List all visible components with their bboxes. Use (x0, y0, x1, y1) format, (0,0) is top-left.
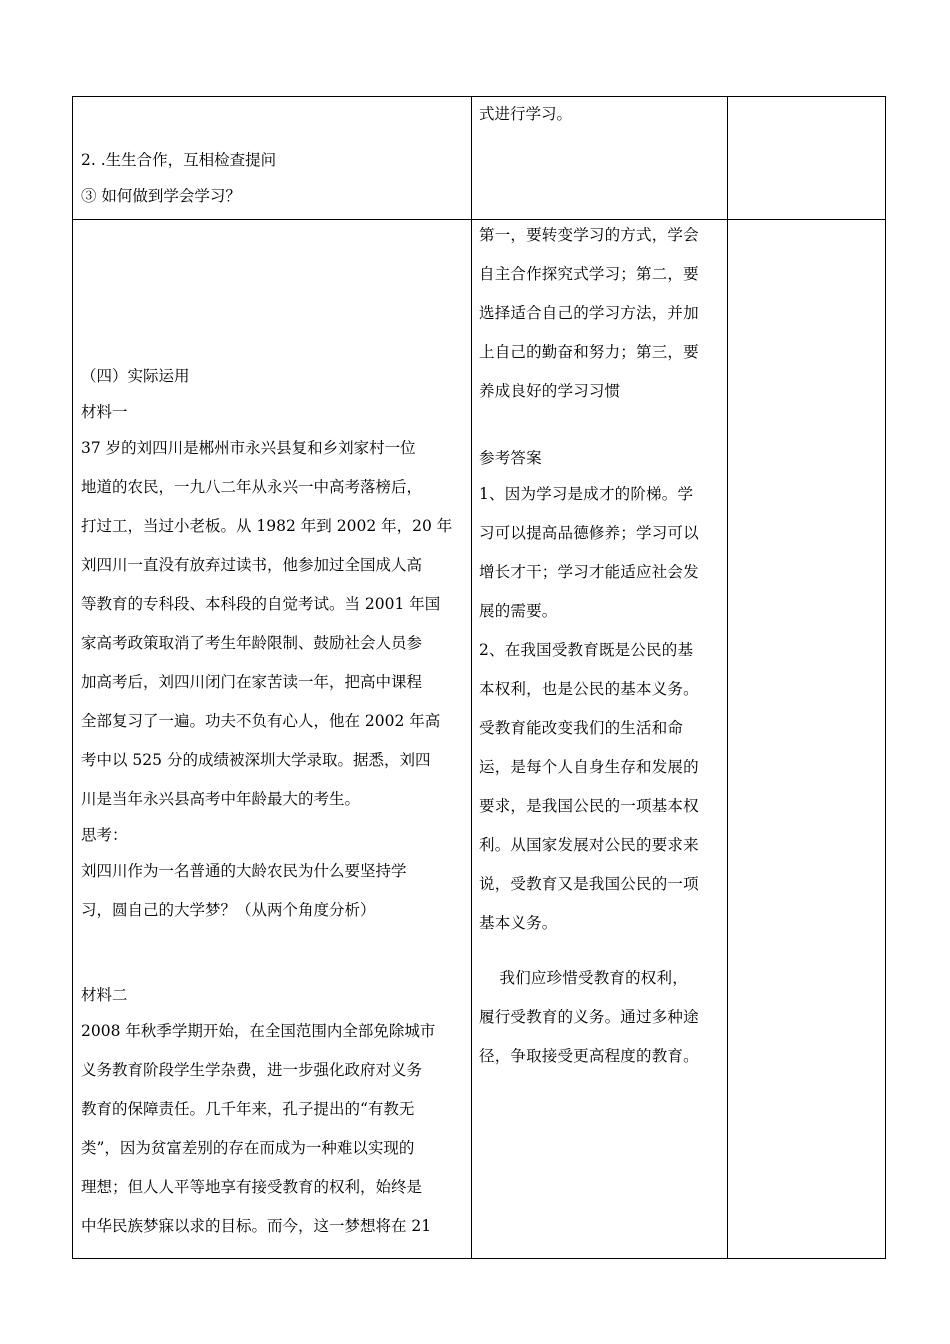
table-column-divider-1 (471, 96, 472, 1259)
question-line: 刘四川作为一名普通的大龄农民为什么要坚持学 (81, 862, 407, 880)
think-label: 思考： (81, 826, 128, 844)
table-row-divider (72, 219, 886, 220)
paragraph-line: 类”，因为贫富差别的存在而成为一种难以实现的 (81, 1139, 415, 1157)
paragraph-line: 中华民族梦寐以求的目标。而今，这一梦想将在 21 (81, 1217, 432, 1235)
paragraph-line: 义务教育阶段学生学杂费，进一步强化政府对义务 (81, 1061, 423, 1079)
answer-line: 自主合作探究式学习；第二，要 (479, 265, 699, 283)
material-two-label: 材料二 (81, 986, 128, 1004)
table-border-top (72, 96, 886, 97)
answer-line: 受教育能改变我们的生活和命 (479, 719, 684, 737)
answer-line: 增长才干；学习才能适应社会发 (479, 563, 699, 581)
paragraph-line: 川是当年永兴县高考中年龄最大的考生。 (81, 790, 361, 808)
paragraph-line: 家高考政策取消了考生年龄限制、鼓励社会人员参 (81, 634, 423, 652)
answer-line: 上自己的勤奋和努力；第三，要 (479, 343, 699, 361)
answer-line: 2、在我国受教育既是公民的基 (479, 641, 694, 659)
answer-line: 说，受教育又是我国公民的一项 (479, 875, 699, 893)
paragraph-line: 加高考后，刘四川闭门在家苦读一年，把高中课程 (81, 673, 423, 691)
table-border-left (72, 96, 73, 1259)
answer-line: 展的需要。 (479, 602, 558, 620)
answer-line: 选择适合自己的学习方法，并加 (479, 304, 699, 322)
answer-line: 习可以提高品德修养；学习可以 (479, 524, 699, 542)
answer-line: 履行受教育的义务。通过多种途 (479, 1008, 699, 1026)
section-heading: （四）实际运用 (81, 367, 190, 385)
answer-line: 本权利，也是公民的基本义务。 (479, 680, 699, 698)
answer-line: 要求，是我国公民的一项基本权 (479, 797, 699, 815)
paragraph-line: 教育的保障责任。几千年来，孔子提出的“有教无 (81, 1100, 415, 1118)
paragraph-line: 2008 年秋季学期开始，在全国范围内全部免除城市 (81, 1022, 436, 1040)
paragraph-line: 等教育的专科段、本科段的自觉考试。当 2001 年国 (81, 595, 441, 613)
question-line: 习，圆自己的大学梦？（从两个角度分析） (81, 901, 376, 919)
answer-line: 我们应珍惜受教育的权利， (479, 969, 688, 987)
answer-line: 径，争取接受更高程度的教育。 (479, 1047, 699, 1065)
paragraph-line: 考中以 525 分的成绩被深圳大学录取。据悉，刘四 (81, 751, 431, 769)
paragraph-line: 理想；但人人平等地享有接受教育的权利，始终是 (81, 1178, 423, 1196)
row1-left-text-2: ③ 如何做到学会学习？ (81, 187, 241, 205)
table-border-bottom (72, 1258, 886, 1259)
table-border-right (885, 96, 886, 1259)
paragraph-line: 刘四川一直没有放弃过读书，他参加过全国成人高 (81, 556, 423, 574)
answer-line: 养成良好的学习习惯 (479, 382, 621, 400)
table-column-divider-2 (727, 96, 728, 1259)
row1-middle-text: 式进行学习。 (479, 105, 573, 123)
paragraph-line: 地道的农民，一九八二年从永兴一中高考落榜后， (81, 478, 423, 496)
answer-line: 运，是每个人自身生存和发展的 (479, 758, 699, 776)
reference-answer-label: 参考答案 (479, 449, 542, 467)
answer-line: 利。从国家发展对公民的要求来 (479, 836, 699, 854)
paragraph-line: 37 岁的刘四川是郴州市永兴县复和乡刘家村一位 (81, 439, 416, 457)
paragraph-line: 全部复习了一遍。功夫不负有心人，他在 2002 年高 (81, 712, 441, 730)
material-one-label: 材料一 (81, 403, 128, 421)
answer-line: 第一，要转变学习的方式，学会 (479, 226, 699, 244)
answer-line: 1、因为学习是成才的阶梯。学 (479, 485, 694, 503)
answer-line: 基本义务。 (479, 914, 558, 932)
paragraph-line: 打过工，当过小老板。从 1982 年到 2002 年，20 年 (81, 517, 453, 535)
row1-left-text-1: 2. .生生合作，互相检查提问 (81, 151, 277, 169)
